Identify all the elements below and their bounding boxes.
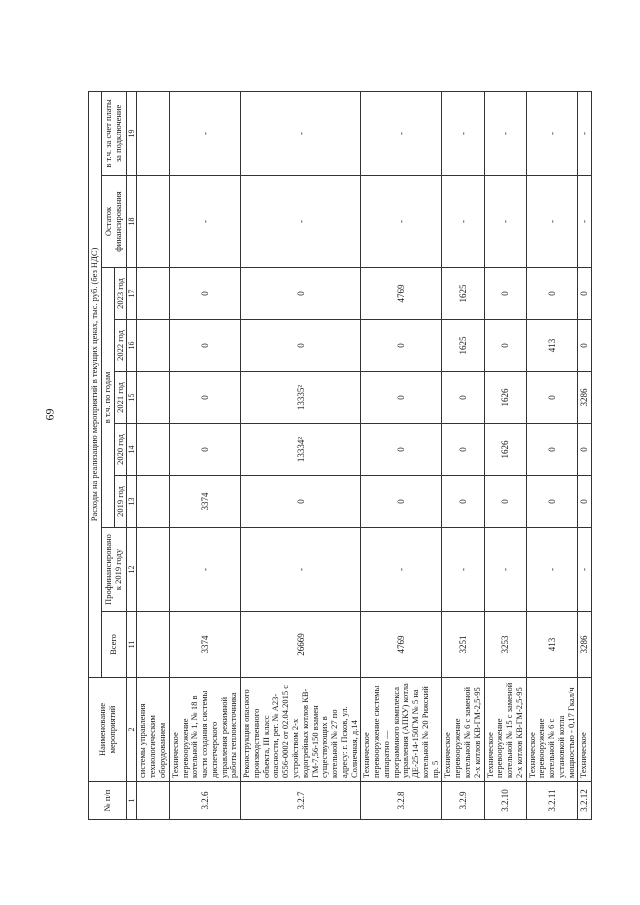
header-total: Всего — [101, 612, 127, 678]
cell-total — [137, 612, 169, 678]
expenses-table — [88, 91, 592, 820]
cell-no — [137, 782, 169, 820]
index-cell: 19 — [127, 91, 137, 175]
cell-y2020: 1626 — [484, 424, 526, 476]
cell-name: Техническое перевооружение котельной № 1, № 18 в части создания системы диспетчерского управления режимной работы теплоисточника — [169, 678, 240, 782]
cell-no: 3.2.7 — [241, 782, 361, 820]
table-row — [361, 91, 442, 819]
cell-y2020: 0 — [361, 424, 442, 476]
cell-y2022: 0 — [484, 320, 526, 372]
table-row — [442, 91, 484, 819]
header-2022: 2022 год — [114, 320, 127, 372]
cell-total: 3286 — [578, 612, 591, 678]
index-cell: 16 — [127, 320, 137, 372]
cell-total: 3253 — [484, 612, 526, 678]
cell-y2020: 0 — [442, 424, 484, 476]
table-row — [241, 91, 361, 819]
cell-total: 3374 — [169, 612, 240, 678]
table-row — [169, 91, 240, 819]
cell-y2021: 1626 — [484, 372, 526, 424]
header-2019: 2019 год — [114, 476, 127, 528]
cell-y2021: 3286 — [578, 372, 591, 424]
cell-pre: - — [241, 528, 361, 612]
cell-no: 3.2.6 — [169, 782, 240, 820]
cell-pre: - — [442, 528, 484, 612]
cell-pre: - — [578, 528, 591, 612]
index-cell: 12 — [127, 528, 137, 612]
cell-y2023 — [137, 268, 169, 320]
cell-y2019 — [137, 476, 169, 528]
header-2021: 2021 год — [114, 372, 127, 424]
cell-y2019: 0 — [241, 476, 361, 528]
cell-fee: - — [361, 91, 442, 175]
cell-y2022: 0 — [578, 320, 591, 372]
cell-name: Техническое перевооружение котельной № 6 с установкой котла мощностью - 0,17 Гкал/ч — [526, 678, 578, 782]
cell-pre: - — [361, 528, 442, 612]
index-cell: 14 — [127, 424, 137, 476]
page-number: 69 — [42, 408, 57, 421]
cell-y2023: 0 — [578, 268, 591, 320]
cell-y2020 — [137, 424, 169, 476]
cell-rem: - — [442, 176, 484, 268]
cell-y2019: 0 — [484, 476, 526, 528]
header-row-1 — [89, 91, 102, 819]
cell-y2022 — [137, 320, 169, 372]
cell-fee: - — [241, 91, 361, 175]
cell-rem: - — [241, 176, 361, 268]
cell-rem: - — [526, 176, 578, 268]
cell-total: 26669 — [241, 612, 361, 678]
cell-y2019: 0 — [578, 476, 591, 528]
rotated-table-container — [88, 92, 632, 820]
cell-y2019: 0 — [361, 476, 442, 528]
cell-pre — [137, 528, 169, 612]
cell-total: 3251 — [442, 612, 484, 678]
table-row — [578, 91, 591, 819]
index-row — [127, 91, 137, 819]
index-cell: 18 — [127, 176, 137, 268]
cell-y2020: 0 — [578, 424, 591, 476]
header-no: № п/п — [89, 782, 127, 820]
cell-y2023: 4769 — [361, 268, 442, 320]
cell-name: Техническое — [578, 678, 591, 782]
cell-no: 3.2.11 — [526, 782, 578, 820]
cell-name: Реконструкция опасного производственного объекта, III класс опасности, рег. № А23-0556-0002 от 02.04.2015 с устройством 2-х водогрейных котлов КВ-ГМ-7,56-150 взамен существующих в котельной № 27 по адресу: г. Псков, ул. Солнечная, д.14 — [241, 678, 361, 782]
index-cell: 15 — [127, 372, 137, 424]
cell-pre: - — [484, 528, 526, 612]
cell-y2021: 0 — [169, 372, 240, 424]
cell-fee: - — [484, 91, 526, 175]
cell-total: 413 — [526, 612, 578, 678]
cell-y2019: 3374 — [169, 476, 240, 528]
cell-y2022: 1625 — [442, 320, 484, 372]
cell-no: 3.2.8 — [361, 782, 442, 820]
cell-rem: - — [484, 176, 526, 268]
cell-y2021: 0 — [361, 372, 442, 424]
header-name: Наименование мероприятий — [89, 678, 127, 782]
cell-y2023: 1625 — [442, 268, 484, 320]
index-cell: 17 — [127, 268, 137, 320]
cell-rem: - — [169, 176, 240, 268]
cell-y2019: 0 — [442, 476, 484, 528]
header-connection-fee: в т.ч. за счет платы за подключение — [101, 91, 127, 175]
cell-y2022: 0 — [361, 320, 442, 372]
cell-y2021 — [137, 372, 169, 424]
index-cell: 2 — [127, 678, 137, 782]
cell-no: 3.2.10 — [484, 782, 526, 820]
header-remaining: Остаток финансирования — [101, 176, 127, 268]
cell-y2020: 13334² — [241, 424, 361, 476]
index-cell: 11 — [127, 612, 137, 678]
table-row — [484, 91, 526, 819]
cell-name: Техническое перевооружение котельной № 15 с заменой 2-х котлов КВ-ГМ-2,5-95 — [484, 678, 526, 782]
cell-pre: - — [526, 528, 578, 612]
header-2020: 2020 год — [114, 424, 127, 476]
cell-y2023: 0 — [169, 268, 240, 320]
cell-y2020: 0 — [526, 424, 578, 476]
index-cell: 13 — [127, 476, 137, 528]
header-prefinanced: Профинансировано к 2019 году — [101, 528, 127, 612]
cell-fee — [137, 91, 169, 175]
table-body — [137, 91, 591, 819]
cell-rem: - — [578, 176, 591, 268]
cell-y2019: 0 — [526, 476, 578, 528]
cell-y2020: 0 — [169, 424, 240, 476]
cell-y2022: 0 — [241, 320, 361, 372]
header-by-years: в т.ч. по годам — [101, 268, 114, 528]
cell-pre: - — [169, 528, 240, 612]
cell-y2023: 0 — [484, 268, 526, 320]
table-row — [137, 91, 169, 819]
header-2023: 2023 год — [114, 268, 127, 320]
cell-fee: - — [526, 91, 578, 175]
index-cell: 1 — [127, 782, 137, 820]
cell-fee: - — [169, 91, 240, 175]
header-expenses-group: Расходы на реализацию мероприятий в текущих ценах, тыс. руб. (без НДС) — [89, 91, 102, 677]
cell-name: Техническое перевооружение системы аппаратно — программного комплекса управления (АПКУ) котла ДЕ-25-14-150ГМ № 5 на котельной № 20 Рижский пр. 5 — [361, 678, 442, 782]
cell-y2022: 0 — [169, 320, 240, 372]
cell-total: 4769 — [361, 612, 442, 678]
cell-y2023: 0 — [526, 268, 578, 320]
table-row — [526, 91, 578, 819]
rotated-table-wrapper — [88, 92, 632, 820]
cell-y2021: 0 — [526, 372, 578, 424]
cell-rem: - — [361, 176, 442, 268]
cell-no: 3.2.9 — [442, 782, 484, 820]
cell-y2022: 413 — [526, 320, 578, 372]
cell-y2021: 13335² — [241, 372, 361, 424]
cell-no: 3.2.12 — [578, 782, 591, 820]
cell-fee: - — [578, 91, 591, 175]
cell-fee: - — [442, 91, 484, 175]
cell-y2023: 0 — [241, 268, 361, 320]
cell-name: Техническое перевооружение котельной № 6 с заменой 2-х котлов КВ-ГМ-2,5-95 — [442, 678, 484, 782]
cell-name: системы управления технологическим оборудованием — [137, 678, 169, 782]
cell-y2021: 0 — [442, 372, 484, 424]
cell-rem — [137, 176, 169, 268]
